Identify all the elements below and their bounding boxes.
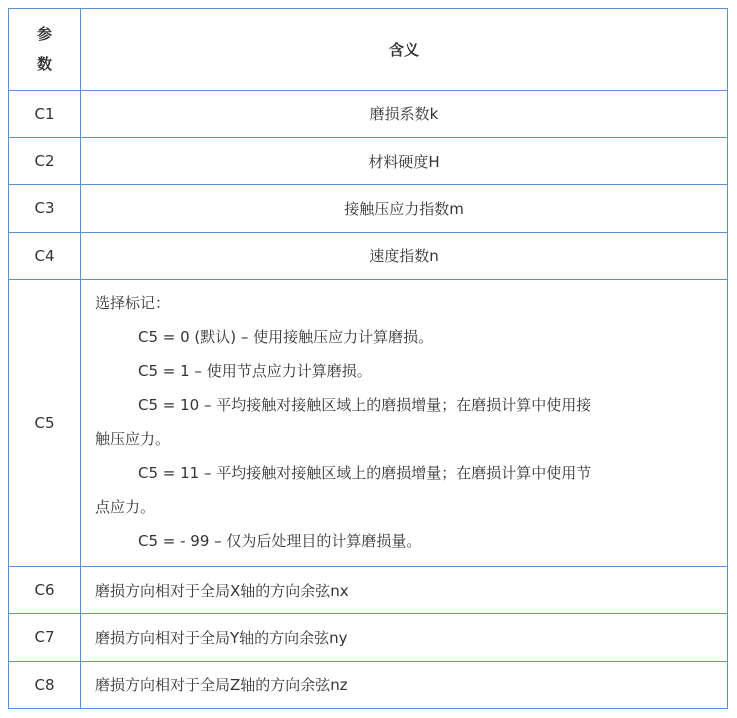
- param-desc-c5: [81, 279, 728, 566]
- header-param: [9, 9, 81, 91]
- table-row: [9, 137, 728, 184]
- param-code: C4: [9, 232, 81, 279]
- param-desc: 接触压应力指数m: [81, 185, 728, 232]
- header-param-char-2: 数: [36, 55, 52, 74]
- param-code: C1: [9, 90, 81, 137]
- param-code: C5: [9, 279, 81, 566]
- table-row: [9, 614, 728, 661]
- header-param-char-1: 参: [36, 25, 52, 44]
- table-row: [9, 185, 728, 232]
- param-code: C7: [9, 614, 81, 661]
- header-meaning: 含义: [81, 9, 728, 91]
- c5-option: C5 = 0 (默认) – 使用接触压应力计算磨损。: [138, 327, 434, 346]
- c5-option-continuation: 点应力。: [95, 497, 156, 516]
- table-row-c5: [9, 279, 728, 566]
- table-header-row: [9, 9, 728, 91]
- param-desc: 磨损方向相对于全局Y轴的方向余弦ny: [81, 614, 728, 661]
- c5-option-continuation: 触压应力。: [95, 429, 171, 448]
- c5-option: C5 = - 99 – 仅为后处理目的计算磨损量。: [138, 531, 422, 550]
- param-code: C8: [9, 661, 81, 708]
- parameter-table: [8, 8, 728, 709]
- param-desc: 磨损方向相对于全局Z轴的方向余弦nz: [81, 661, 728, 708]
- c5-option: C5 = 10 – 平均接触对接触区域上的磨损增量；在磨损计算中使用接: [138, 395, 592, 414]
- table-row: [9, 90, 728, 137]
- c5-intro: 选择标记：: [95, 293, 171, 312]
- param-code: C3: [9, 185, 81, 232]
- param-desc: 磨损方向相对于全局X轴的方向余弦nx: [81, 566, 728, 613]
- table-row: [9, 661, 728, 708]
- param-desc: 速度指数n: [81, 232, 728, 279]
- table-row: [9, 232, 728, 279]
- param-desc: 磨损系数k: [81, 90, 728, 137]
- c5-option: C5 = 1 – 使用节点应力计算磨损。: [138, 361, 372, 380]
- param-code: C2: [9, 137, 81, 184]
- c5-option: C5 = 11 – 平均接触对接触区域上的磨损增量；在磨损计算中使用节: [138, 463, 592, 482]
- param-desc: 材料硬度H: [81, 137, 728, 184]
- table-row: [9, 566, 728, 613]
- param-code: C6: [9, 566, 81, 613]
